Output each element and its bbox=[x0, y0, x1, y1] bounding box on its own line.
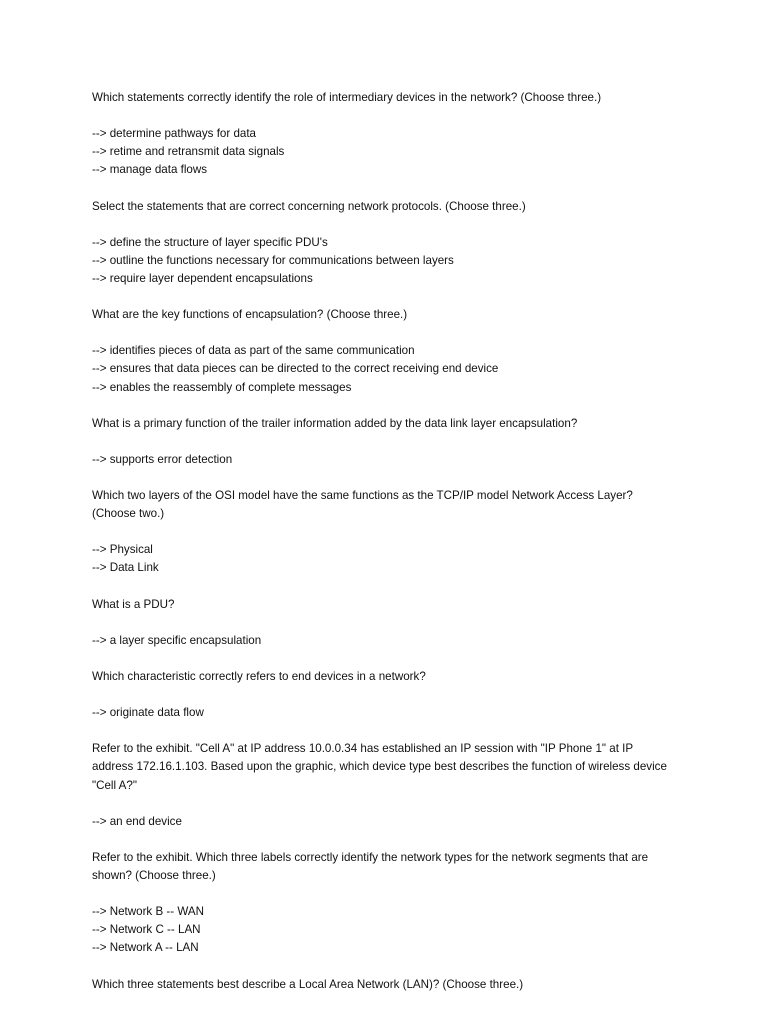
question-text: Refer to the exhibit. "Cell A" at IP address 10.0.0.34 has established an IP session with "IP Phone 1" at IP address 172.16.1.103. Based upon the graphic, which device type best describes the function of wireless device "Cell A?" bbox=[92, 742, 667, 792]
document-page bbox=[92, 89, 692, 1012]
question-text: Which characteristic correctly refers to end devices in a network? bbox=[92, 670, 426, 683]
answer-item: --> supports error detection bbox=[92, 452, 233, 466]
answer-item: --> require layer dependent encapsulations bbox=[92, 271, 313, 285]
question-text: Which three statements best describe a Local Area Network (LAN)? (Choose three.) bbox=[92, 977, 524, 991]
answer-item: --> determine pathways for data bbox=[92, 127, 257, 141]
answer-list bbox=[92, 342, 692, 396]
question-text: Which two layers of the OSI model have the same functions as the TCP/IP model Network Access Layer? (Choose two.) bbox=[92, 489, 633, 521]
qa-block bbox=[92, 849, 692, 958]
answer-item: --> define the structure of layer specific PDU's bbox=[92, 235, 328, 249]
qa-block bbox=[92, 668, 692, 722]
qa-block bbox=[92, 198, 692, 288]
answer-list bbox=[92, 632, 692, 650]
answer-item: --> Physical bbox=[92, 543, 153, 557]
answer-list bbox=[92, 541, 692, 577]
answer-item: --> enables the reassembly of complete messages bbox=[92, 380, 352, 394]
answer-list bbox=[92, 234, 692, 288]
qa-block bbox=[92, 306, 692, 396]
question-text: Refer to the exhibit. Which three labels correctly identify the network types for the network segments that are shown? (Choose three.) bbox=[92, 850, 649, 883]
question-text: Which statements correctly identify the role of intermediary devices in the network? (Choose three.) bbox=[92, 91, 602, 104]
qa-block bbox=[92, 976, 692, 994]
qa-block bbox=[92, 415, 692, 469]
answer-list bbox=[92, 125, 692, 179]
question-text: What are the key functions of encapsulation? (Choose three.) bbox=[92, 308, 408, 322]
answer-item: --> Network A -- LAN bbox=[92, 941, 199, 955]
qa-block bbox=[92, 487, 692, 577]
answer-item: --> originate data flow bbox=[92, 706, 204, 720]
question-text: Select the statements that are correct concerning network protocols. (Choose three.) bbox=[92, 199, 526, 213]
answer-item: --> ensures that data pieces can be directed to the correct receiving end device bbox=[92, 362, 499, 376]
qa-block bbox=[92, 596, 692, 650]
qa-block bbox=[92, 740, 692, 830]
answer-item: --> retime and retransmit data signals bbox=[92, 145, 285, 159]
answer-item: --> outline the functions necessary for communications between layers bbox=[92, 253, 454, 267]
answer-item: --> a layer specific encapsulation bbox=[92, 633, 262, 647]
answer-item: --> identifies pieces of data as part of the same communication bbox=[92, 344, 415, 358]
answer-item: --> Network C -- LAN bbox=[92, 923, 201, 937]
answer-list bbox=[92, 813, 692, 831]
answer-list bbox=[92, 903, 692, 957]
qa-block bbox=[92, 89, 692, 179]
question-text: What is a primary function of the trailer information added by the data link layer encapsulation? bbox=[92, 416, 578, 430]
answer-item: --> Network B -- WAN bbox=[92, 905, 204, 919]
answer-list bbox=[92, 704, 692, 722]
answer-item: --> an end device bbox=[92, 814, 182, 828]
answer-list bbox=[92, 451, 692, 469]
question-text: What is a PDU? bbox=[92, 597, 175, 611]
answer-item: --> Data Link bbox=[92, 561, 159, 575]
answer-item: --> manage data flows bbox=[92, 163, 208, 177]
